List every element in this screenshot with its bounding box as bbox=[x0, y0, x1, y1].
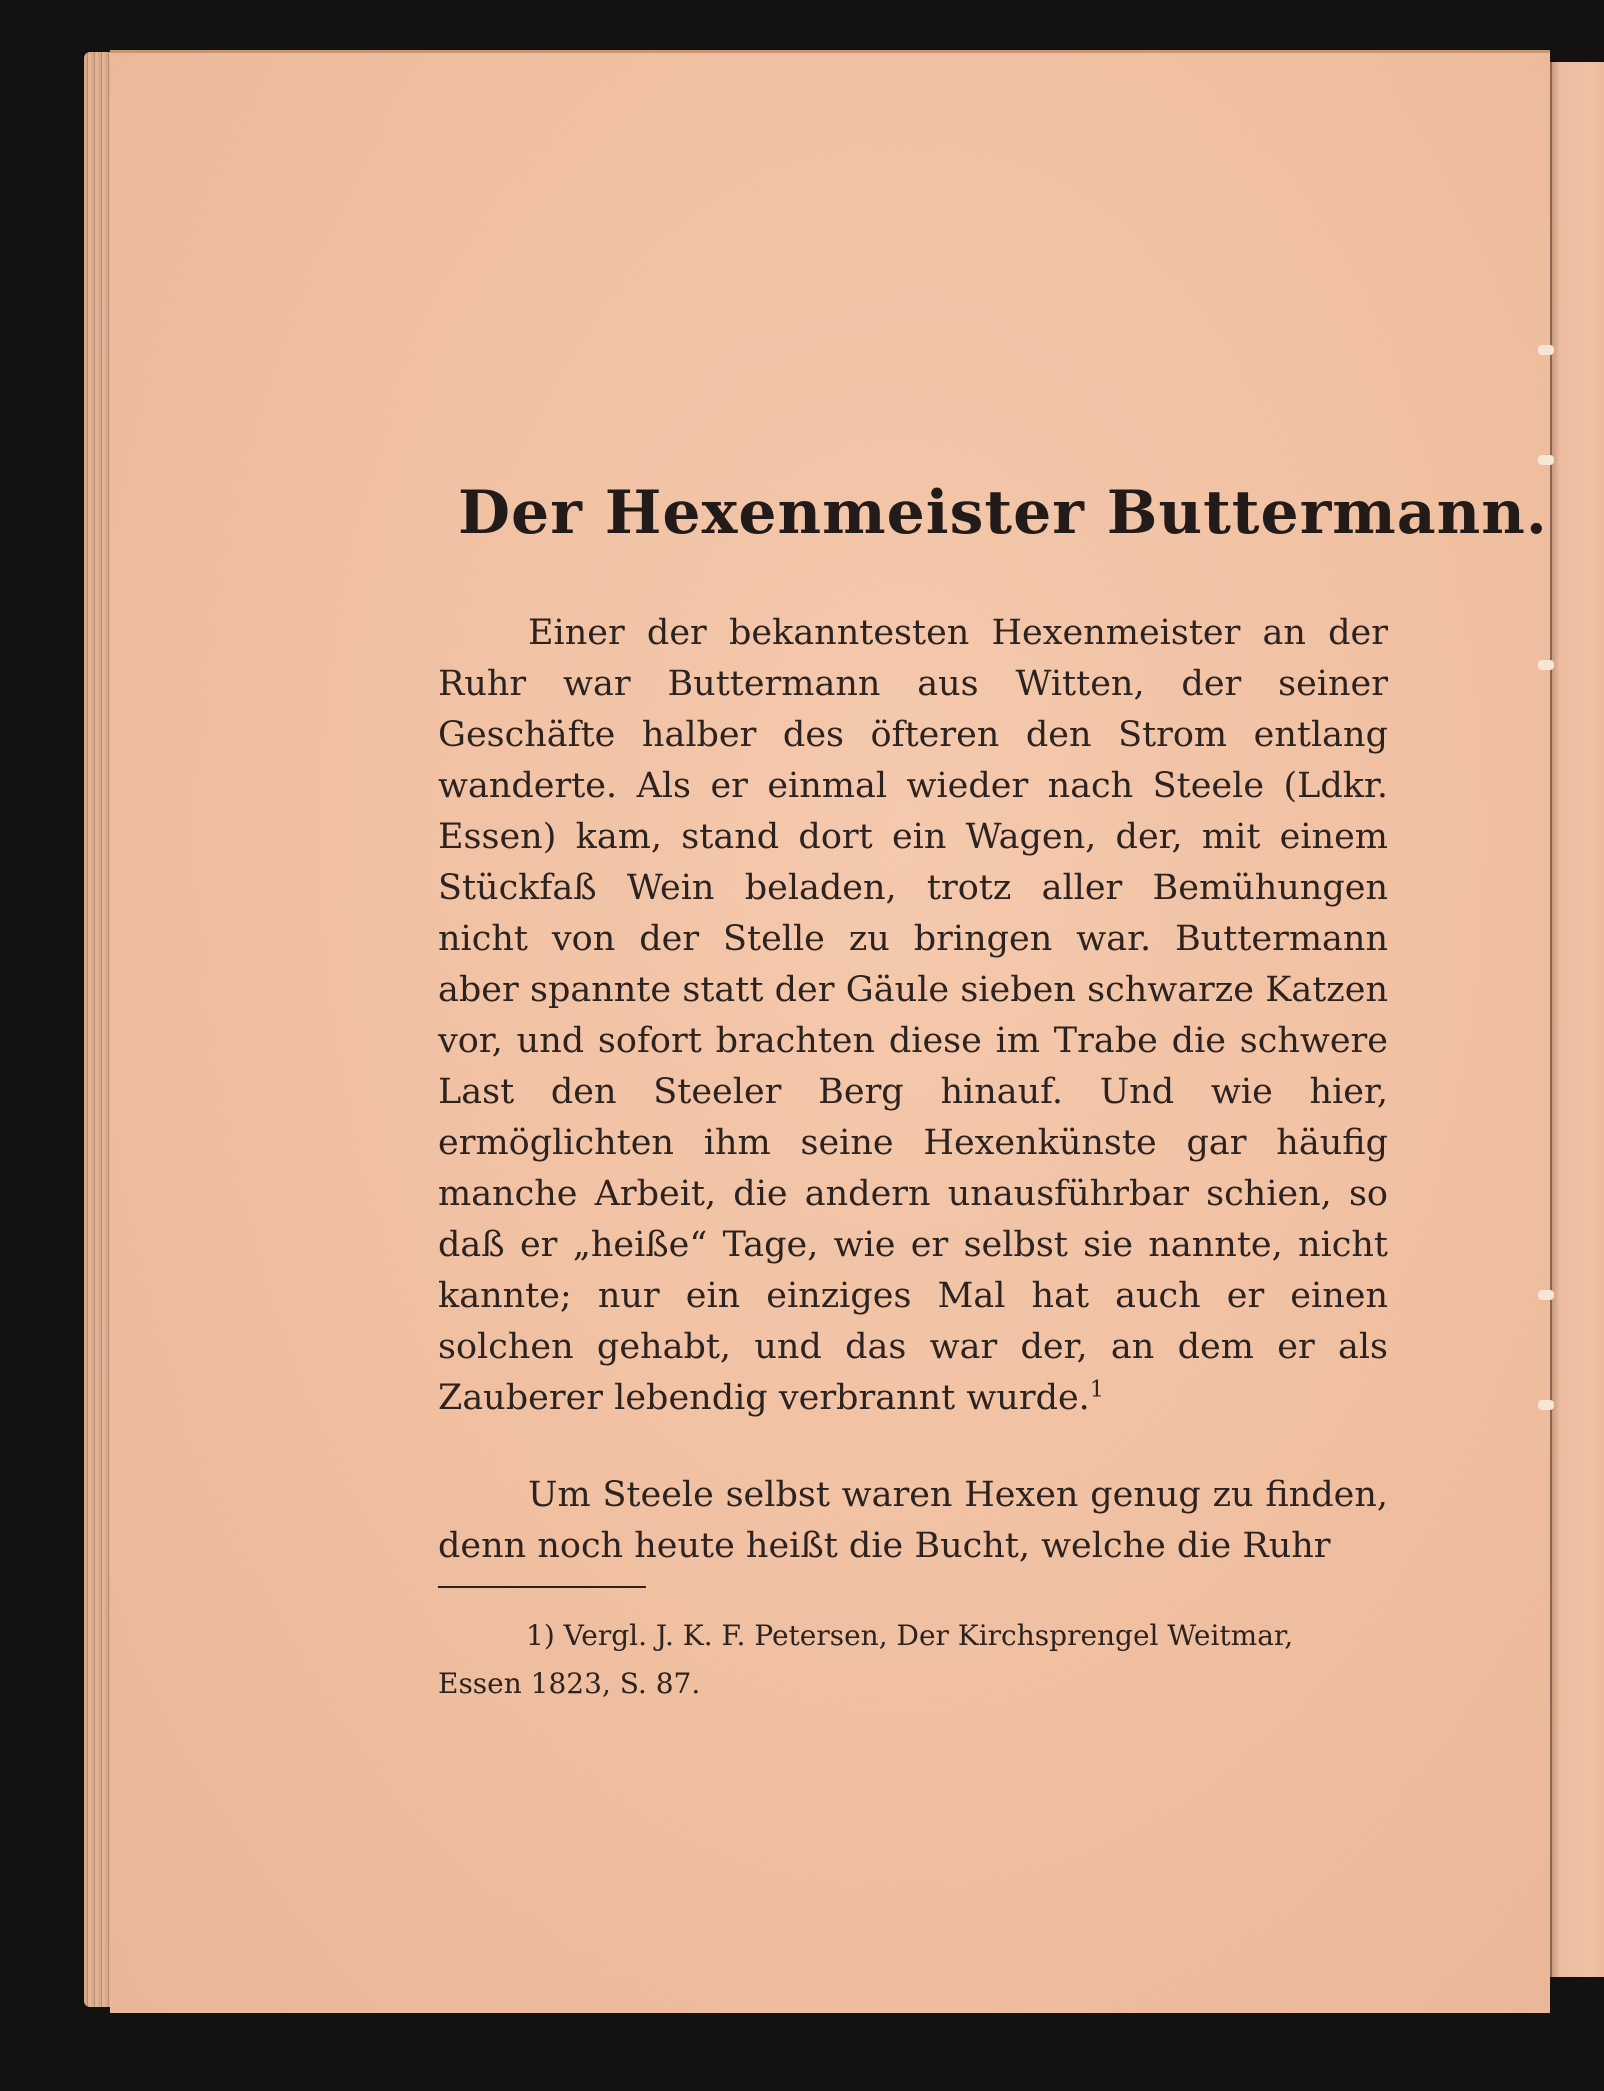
footnote-divider bbox=[438, 1586, 646, 1588]
paragraph-1-text: Einer der bekanntesten Hexenmeister an der Ruhr war Buttermann aus Witten, der seiner Geschäfte halber des öfteren den Strom entlang wanderte. Als er einmal wieder nach Steele (Ldkr. Essen) kam, stand dort ein Wagen, der, mit einem Stückfaß Wein beladen, trotz aller Bemühungen nicht von der Stelle zu bringen war. Buttermann aber spannte statt der Gäule sieben schwarze Katzen vor, und sofort brachten diese im Trabe die schwere Last den Steeler Berg hinauf. Und wie hier, ermöglichten ihm seine Hexenkünste gar häufig manche Arbeit, die andern unausführbar schien, so daß er „heiße“ Tage, wie er selbst sie nannte, nicht kannte; nur ein einziges Mal hat auch er einen solchen gehabt, und das war der, an dem er als Zauberer lebendig verbrannt wurde. bbox=[438, 613, 1388, 1418]
paragraph-1 bbox=[438, 608, 1388, 1424]
paragraph-2: Um Steele selbst waren Hexen genug zu finden, denn noch heute heißt die Bucht, welche die Ruhr bbox=[438, 1475, 1388, 1566]
binding-stitch bbox=[1538, 1290, 1554, 1300]
footnote-marker: 1 bbox=[1089, 1377, 1104, 1403]
binding-stitch bbox=[1538, 345, 1554, 355]
binding-stitch bbox=[1538, 660, 1554, 670]
binding-stitch bbox=[1538, 455, 1554, 465]
page-title: Der Hexenmeister Buttermann. bbox=[458, 478, 1548, 548]
footnote: 1) Vergl. J. K. F. Petersen, Der Kirchsprengel Weitmar, Essen 1823, S. 87. bbox=[438, 1619, 1294, 1700]
book-spine bbox=[1550, 62, 1604, 1977]
binding-stitch bbox=[1538, 1400, 1554, 1410]
